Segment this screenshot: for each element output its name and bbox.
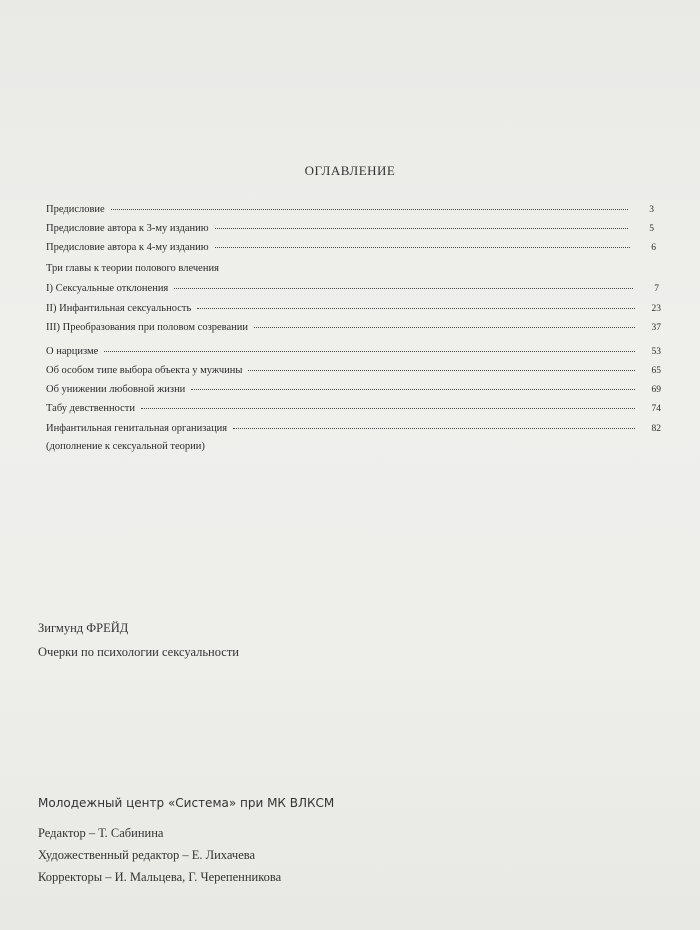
toc-leader-dots	[248, 370, 635, 371]
toc-entry-page: 65	[651, 366, 661, 376]
toc-entry-page: 23	[651, 304, 661, 314]
toc-entry	[46, 423, 661, 434]
toc-entry-label: (дополнение к сексуальной теории)	[46, 441, 205, 452]
toc-entry-page: 3	[649, 205, 654, 215]
toc-entry	[46, 242, 656, 253]
toc-entry-label: II) Инфантильная сексуальность	[46, 303, 192, 314]
toc-entry-label: Об унижении любовной жизни	[46, 384, 186, 395]
toc-entry	[46, 303, 661, 314]
proofreaders-credit: Корректоры – И. Мальцева, Г. Черепенникова	[38, 870, 282, 884]
toc-entry	[46, 346, 661, 357]
toc-entry-page: 6	[651, 243, 656, 253]
toc-entry-label: Три главы к теории полового влечения	[46, 263, 219, 274]
toc-entry	[46, 283, 659, 294]
toc-leader-dots	[254, 327, 635, 328]
editor-credit: Редактор – Т. Сабинина	[38, 826, 164, 840]
toc-entry-label: I) Сексуальные отклонения	[46, 283, 169, 294]
toc-entry	[46, 403, 661, 414]
toc-entry-page: 82	[651, 424, 661, 434]
toc-leader-dots	[104, 351, 635, 352]
toc-entry-page: 7	[654, 284, 659, 294]
toc-leader-dots	[215, 247, 630, 248]
toc-entry	[46, 441, 205, 452]
toc-leader-dots	[174, 288, 633, 289]
toc-leader-dots	[197, 308, 635, 309]
toc-entry	[46, 365, 661, 376]
book-author: Зигмунд ФРЕЙД	[38, 621, 129, 635]
toc-leader-dots	[111, 209, 628, 210]
toc-entry-label: Предисловие	[46, 204, 105, 215]
toc-entry-label: Табу девственности	[46, 403, 135, 414]
toc-leader-dots	[233, 428, 635, 429]
toc-entry-page: 74	[651, 404, 661, 414]
publisher-name: Молодежный центр «Система» при МК ВЛКСМ	[38, 796, 335, 810]
toc-entry-page: 69	[651, 385, 661, 395]
toc-leader-dots	[215, 228, 628, 229]
toc-entry	[46, 204, 654, 215]
toc-entry	[46, 384, 661, 395]
book-title: Очерки по психологии сексуальности	[38, 645, 239, 659]
toc-entry-label: III) Преобразования при половом созревании	[46, 322, 248, 333]
toc-entry	[46, 322, 661, 333]
art-editor-credit: Художественный редактор – Е. Лихачева	[38, 848, 256, 862]
toc-entry-label: Инфантильная генитальная организация	[46, 423, 228, 434]
toc-entry	[46, 263, 219, 274]
toc-leader-dots	[141, 408, 635, 409]
contents-heading: ОГЛАВЛЕНИЕ	[304, 163, 396, 178]
toc-entry	[46, 223, 654, 234]
toc-leader-dots	[191, 389, 635, 390]
toc-entry-label: Об особом типе выбора объекта у мужчины	[46, 365, 243, 376]
toc-entry-page: 5	[649, 224, 654, 234]
toc-entry-page: 53	[651, 347, 661, 357]
toc-entry-label: О нарцизме	[46, 346, 99, 357]
toc-entry-label: Предисловие автора к 3-му изданию	[46, 223, 209, 234]
toc-entry-label: Предисловие автора к 4-му изданию	[46, 242, 209, 253]
toc-entry-page: 37	[651, 323, 661, 333]
